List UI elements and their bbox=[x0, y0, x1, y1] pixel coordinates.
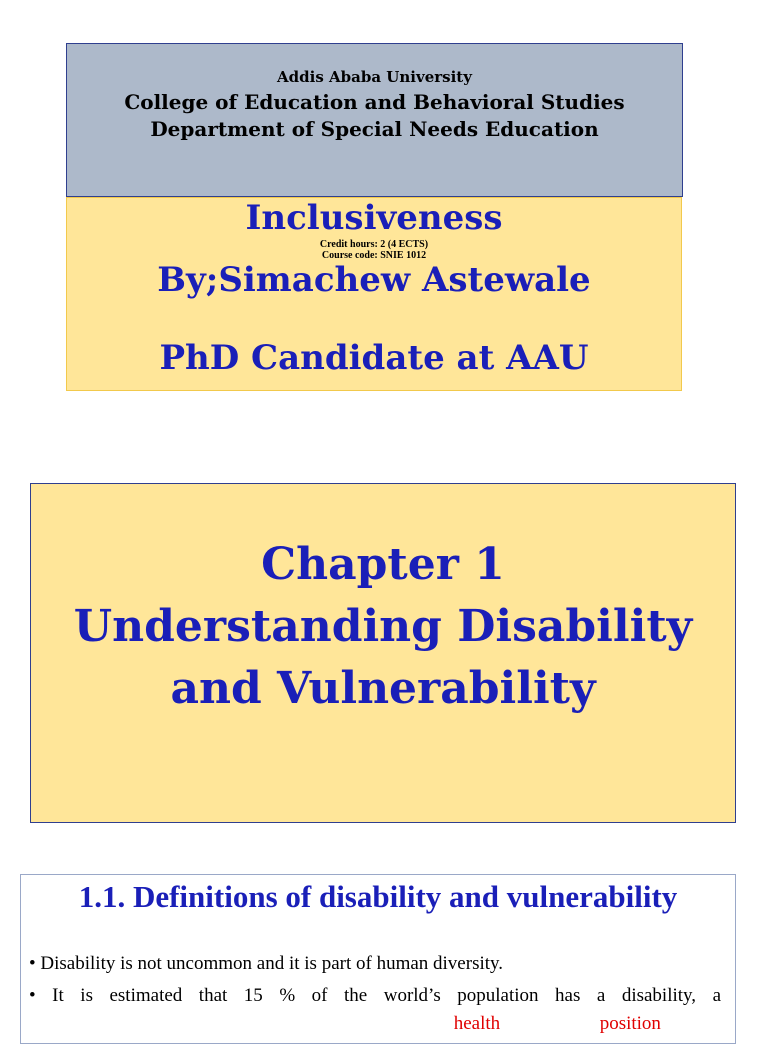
section-heading: 1.1. Definitions of disability and vulnerability bbox=[78, 879, 678, 914]
section-slide bbox=[20, 874, 736, 1044]
highlight-position: position bbox=[599, 1013, 661, 1034]
title-slide-header bbox=[66, 43, 683, 197]
chapter-number: Chapter 1 bbox=[261, 539, 505, 590]
credit-hours: Credit hours: 2 (4 ECTS) bbox=[319, 239, 429, 250]
author-name: By;Simachew Astewale bbox=[157, 260, 591, 300]
highlight-health: health bbox=[453, 1013, 501, 1034]
college-name: College of Education and Behavioral Studies bbox=[124, 90, 625, 114]
course-code: Course code: SNIE 1012 bbox=[321, 250, 427, 261]
chapter-title-line-2: and Vulnerability bbox=[170, 663, 596, 714]
course-title: Inclusiveness bbox=[245, 198, 503, 238]
chapter-slide bbox=[30, 483, 736, 823]
chapter-title-line-1: Understanding Disability bbox=[73, 601, 693, 652]
author-position: PhD Candidate at AAU bbox=[159, 338, 589, 378]
partial-text-line bbox=[29, 1013, 721, 1035]
title-slide-body bbox=[66, 197, 682, 391]
bullet-item: • It is estimated that 15 % of the world’s population has a disability, a bbox=[29, 985, 721, 1006]
bullet-item: • Disability is not uncommon and it is part of human diversity. bbox=[29, 953, 504, 974]
department-name: Department of Special Needs Education bbox=[150, 117, 599, 141]
chapter-title-block bbox=[31, 534, 735, 720]
university-name: Addis Ababa University bbox=[277, 68, 472, 86]
